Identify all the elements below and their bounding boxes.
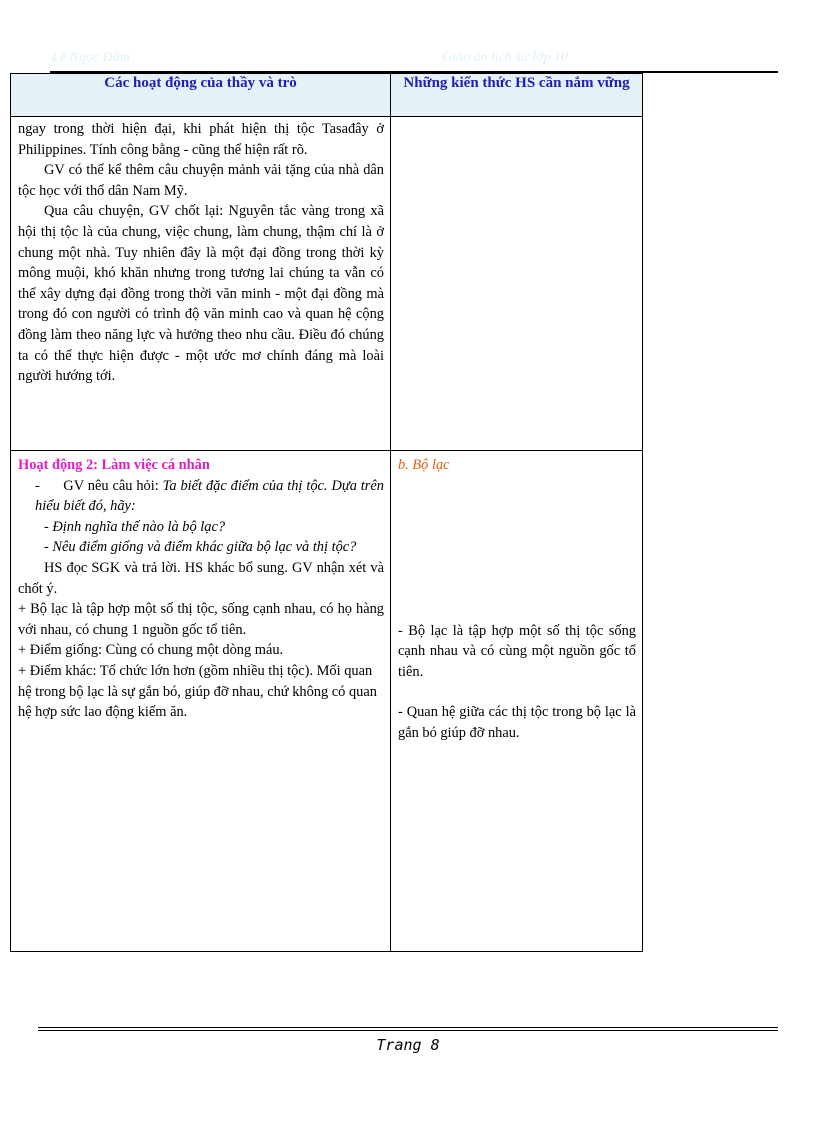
question-lead: - GV nêu câu hỏi: — [35, 477, 163, 494]
question-1: - Định nghĩa thế nào là bộ lạc? — [44, 518, 226, 535]
knowledge-point-2: - Quan hệ giữa các thị tộc trong bộ lạc là gắn bó giúp đỡ nhau. — [398, 704, 636, 741]
row1-col1 — [11, 117, 391, 451]
question-text: Ta biết đặc điểm của thị tộc. Dựa trên hiểu biết đó, hãy: — [35, 477, 384, 515]
answer-point-3: + Điểm khác: Tổ chức lớn hơn (gồm nhiều thị tộc). Mối quan hệ trong bộ lạc là sự gắn bó, giúp đỡ nhau, chứ không có quan hệ hợp sức lao động kiếm ăn. — [18, 662, 377, 721]
col2-header: Những kiến thức HS cần nắm vững — [391, 74, 643, 117]
section-title-bo-lac: b. Bộ lạc — [398, 457, 450, 473]
question-2: - Nêu điểm giống và điểm khác giữa bộ lạc và thị tộc? — [44, 539, 357, 556]
knowledge-point-1: - Bộ lạc là tập hợp một số thị tộc sống cạnh nhau và có cùng một nguồn gốc tổ tiên. — [398, 622, 636, 680]
row1-col2 — [391, 117, 643, 451]
footer-rule-top — [38, 1027, 778, 1028]
row1-paragraph-3: Qua câu chuyện, GV chốt lại: Nguyên tắc vàng trong xã hội thị tộc là của chung, việc chung, làm chung, thậm chí là ở chung một nhà. Tuy nhiên đây là một đại đồng trong thời kỳ mông muội, khó khăn nhưng trong tương lai chúng ta vẫn có thể xây dựng đại đồng trong thời văn minh - một đại đồng mà trong đó con người có trình độ văn minh cao và quan hệ cộng đồng làm theo năng lực và hưởng theo nhu cầu. Điều đó chúng ta có thể thực hiện được - một ước mơ chính đáng mà loài người hướng tới. — [18, 203, 384, 385]
row1-paragraph-1: ngay trong thời hiện đại, khi phát hiện thị tộc Tasađây ở Philippines. Tính công bằng - cũng thể hiện rất rõ. — [18, 121, 384, 158]
header-doc-title: Giáo án lịch sử lớp 10 — [442, 50, 568, 65]
answer-point-2: + Điểm giống: Cùng có chung một dòng máu. — [18, 642, 284, 659]
footer-rule-bottom — [38, 1030, 778, 1031]
answer-point-1: + Bộ lạc là tập hợp một số thị tộc, sống cạnh nhau, có họ hàng với nhau, có chung 1 nguồn gốc tổ tiên. — [18, 601, 384, 638]
col1-header: Các hoạt động của thầy và trò — [11, 74, 391, 117]
lesson-table — [10, 73, 643, 952]
row2-col2 — [391, 451, 643, 952]
row1-paragraph-2: GV có thể kể thêm câu chuyện mảnh vải tặng của nhà dân tộc học với thổ dân Nam Mỹ. — [18, 162, 384, 199]
teacher-question — [18, 476, 384, 517]
activity-title: Hoạt động 2: Làm việc cá nhân — [18, 457, 210, 473]
row2-col1 — [11, 451, 391, 952]
header-author: Lê Ngọc Đâm — [52, 50, 130, 65]
page-number: Trang 8 — [376, 1036, 440, 1054]
student-activity: HS đọc SGK và trả lời. HS khác bổ sung. GV nhận xét và chốt ý. — [18, 559, 384, 597]
